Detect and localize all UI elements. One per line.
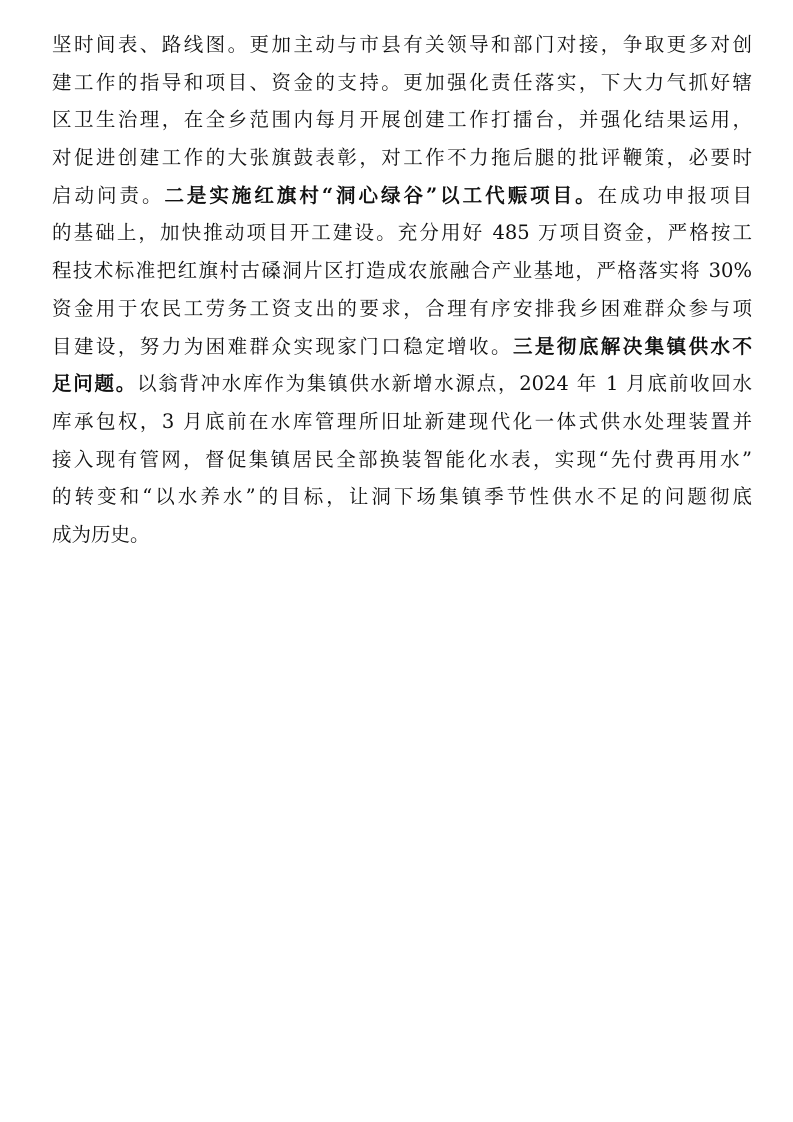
body-text: 程技术标准把红旗村古磉洞片区打造成农旅融合产业基地，严格落实将 30%	[52, 259, 752, 283]
text-line	[52, 214, 752, 252]
body-text: 在成功申报项目	[597, 183, 752, 207]
bold-heading-text: 三是彻底解决集镇供水不	[512, 334, 752, 358]
body-text: 成为历史。	[52, 522, 150, 546]
body-text: 库承包权，3 月底前在水库管理所旧址新建现代化一体式供水处理装置并	[52, 409, 752, 433]
bold-heading-text: 足问题。	[52, 372, 137, 396]
body-text: 的基础上，加快推动项目开工建设。充分用好 485 万项目资金，严格按工	[52, 221, 752, 245]
body-text: 区卫生治理，在全乡范围内每月开展创建工作打擂台，并强化结果运用，	[52, 108, 752, 132]
text-line	[52, 139, 752, 177]
body-text: 对促进创建工作的大张旗鼓表彰，对工作不力拖后腿的批评鞭策，必要时	[52, 146, 752, 170]
body-text: 接入现有管网，督促集镇居民全部换装智能化水表，实现“先付费再用水”	[52, 447, 752, 471]
text-line	[52, 403, 752, 441]
text-line	[52, 516, 752, 554]
text-line	[52, 177, 752, 215]
body-text: 以翁背冲水库作为集镇供水新增水源点，2024 年 1 月底前收回水	[136, 372, 752, 396]
text-line	[52, 290, 752, 328]
text-line	[52, 26, 752, 64]
body-text: 启动问责。	[52, 183, 165, 207]
body-text: 的转变和“以水养水”的目标，让洞下场集镇季节性供水不足的问题彻底	[52, 485, 752, 509]
body-text: 目建设，努力为困难群众实现家门口稳定增收。	[52, 334, 513, 358]
body-text: 坚时间表、路线图。更加主动与市县有关领导和部门对接，争取更多对创	[52, 33, 752, 56]
text-line	[52, 365, 752, 403]
text-line	[52, 328, 752, 366]
text-line	[52, 64, 752, 102]
text-line	[52, 478, 752, 516]
text-line	[52, 441, 752, 479]
body-text: 建工作的指导和项目、资金的支持。更加强化责任落实，下大力气抓好辖	[52, 70, 752, 94]
bold-heading-text: 二是实施红旗村“洞心绿谷”以工代赈项目。	[164, 183, 598, 207]
text-line	[52, 101, 752, 139]
body-text: 资金用于农民工劳务工资支出的要求，合理有序安排我乡困难群众参与项	[52, 296, 752, 320]
body-paragraph	[52, 26, 752, 554]
text-line	[52, 252, 752, 290]
